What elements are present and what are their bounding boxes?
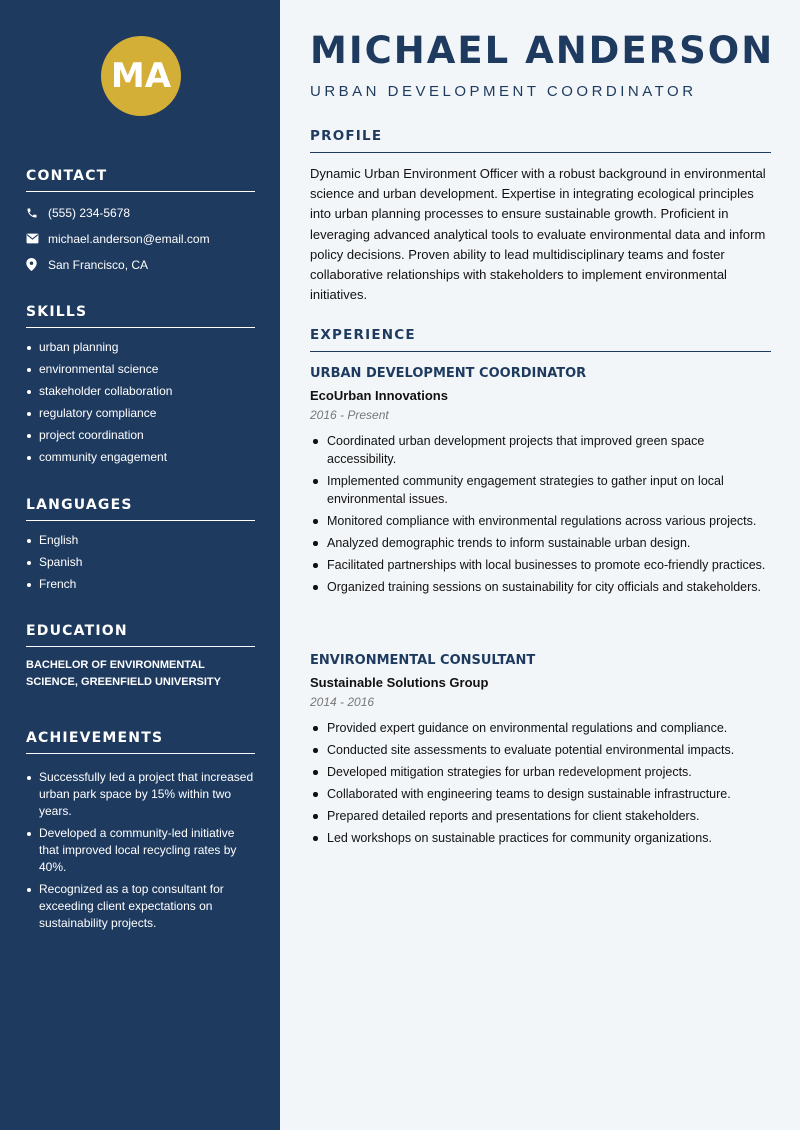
job-bullet: Analyzed demographic trends to inform sustainable urban design. — [310, 534, 771, 552]
profile-heading: PROFILE — [310, 128, 771, 153]
avatar — [101, 36, 181, 116]
languages-section — [26, 497, 255, 598]
job-entry — [310, 653, 771, 851]
education-degree: BACHELOR OF ENVIRONMENTAL SCIENCE, GREENFIELD UNIVERSITY — [26, 659, 221, 688]
job-bullet: Implemented community engagement strategies to gather input on local environmental issues. — [310, 472, 771, 508]
skill-item: urban planning — [26, 339, 255, 356]
skills-list — [26, 339, 255, 466]
job-title: ENVIRONMENTAL CONSULTANT — [310, 653, 536, 668]
sidebar — [0, 0, 280, 1130]
job-bullet: Collaborated with engineering teams to design sustainable infrastructure. — [310, 785, 771, 803]
experience-heading: EXPERIENCE — [310, 327, 771, 352]
email-icon — [26, 233, 48, 244]
location-pin-icon — [26, 258, 48, 271]
skill-item: community engagement — [26, 449, 255, 466]
language-item: Spanish — [26, 554, 255, 571]
achievement-item: Successfully led a project that increased urban park space by 15% within two years. — [26, 769, 255, 820]
job-bullet: Prepared detailed reports and presentations for client stakeholders. — [310, 807, 771, 825]
skill-item: stakeholder collaboration — [26, 383, 255, 400]
education-section — [26, 623, 255, 691]
languages-list — [26, 532, 255, 593]
candidate-name: MICHAEL ANDERSON — [310, 29, 775, 72]
job-bullet: Facilitated partnerships with local businesses to promote eco-friendly practices. — [310, 556, 771, 574]
job-entry — [310, 366, 771, 600]
phone-icon — [26, 207, 48, 219]
job-company: Sustainable Solutions Group — [310, 675, 489, 690]
job-bullet: Coordinated urban development projects that improved green space accessibility. — [310, 432, 771, 468]
contact-section — [26, 168, 255, 273]
languages-heading: LANGUAGES — [26, 497, 255, 521]
job-bullet: Provided expert guidance on environmental regulations and compliance. — [310, 719, 771, 737]
skills-heading: SKILLS — [26, 304, 255, 328]
skills-section — [26, 304, 255, 471]
education-heading: EDUCATION — [26, 623, 255, 647]
achievements-list — [26, 769, 255, 932]
contact-phone — [26, 204, 255, 221]
achievements-section — [26, 730, 255, 937]
language-item: French — [26, 576, 255, 593]
contact-heading: CONTACT — [26, 168, 255, 192]
avatar-initials: MA — [110, 56, 172, 96]
contact-location — [26, 256, 255, 273]
language-item: English — [26, 532, 255, 549]
job-dates: 2016 - Present — [310, 408, 389, 422]
job-company: EcoUrban Innovations — [310, 388, 448, 403]
job-bullets — [310, 719, 771, 847]
job-bullets — [310, 432, 771, 596]
job-bullet: Monitored compliance with environmental regulations across various projects. — [310, 512, 771, 530]
job-title: URBAN DEVELOPMENT COORDINATOR — [310, 366, 587, 381]
job-dates: 2014 - 2016 — [310, 695, 375, 709]
job-bullet: Organized training sessions on sustainability for city officials and stakeholders. — [310, 578, 771, 596]
phone-text: (555) 234-5678 — [48, 205, 131, 220]
job-bullet: Led workshops on sustainable practices for community organizations. — [310, 829, 771, 847]
job-bullet: Conducted site assessments to evaluate potential environmental impacts. — [310, 741, 771, 759]
skill-item: project coordination — [26, 427, 255, 444]
skill-item: environmental science — [26, 361, 255, 378]
profile-text: Dynamic Urban Environment Officer with a robust background in environmental science and urban development. Expertise in integrating ecological principles into urban planning processes to ensure sustainable growth. Proficient in leveraging advanced analytical tools to evaluate environmental data and inform policy decisions. Proven ability to lead multidisciplinary teams and foster collaborative relationships with stakeholders to implement environmental initiatives. — [310, 166, 766, 303]
location-text: San Francisco, CA — [48, 257, 149, 272]
job-bullet: Developed mitigation strategies for urban redevelopment projects. — [310, 763, 771, 781]
achievement-item: Recognized as a top consultant for exceeding client expectations on sustainability projects. — [26, 881, 255, 932]
contact-email — [26, 230, 255, 247]
candidate-title: URBAN DEVELOPMENT COORDINATOR — [310, 83, 697, 100]
achievements-heading: ACHIEVEMENTS — [26, 730, 255, 754]
achievement-item: Developed a community-led initiative that improved local recycling rates by 40%. — [26, 825, 255, 876]
email-text: michael.anderson@email.com — [48, 231, 210, 246]
skill-item: regulatory compliance — [26, 405, 255, 422]
